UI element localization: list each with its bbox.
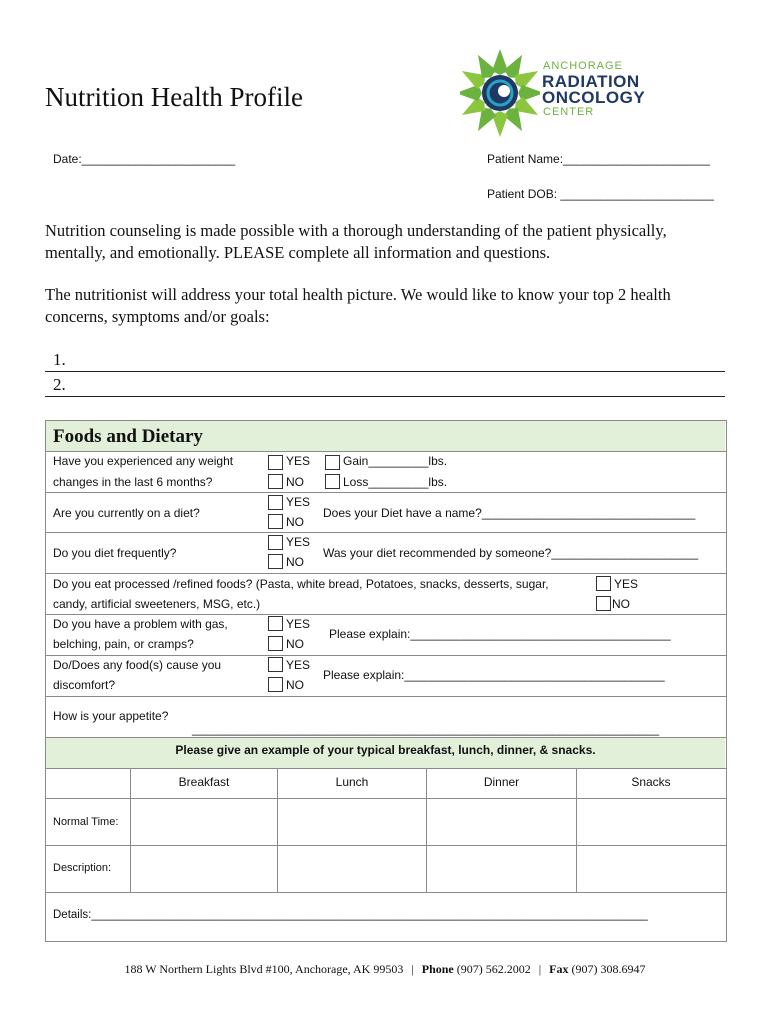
gain-field[interactable]: Gain_________lbs. bbox=[343, 454, 448, 468]
diet-name-field[interactable]: Does your Diet have a name?________________________________ bbox=[323, 506, 696, 520]
dinner-description-cell[interactable] bbox=[427, 846, 576, 892]
processed-no-checkbox[interactable] bbox=[596, 596, 611, 611]
logo bbox=[460, 46, 675, 141]
footer-address: 188 W Northern Lights Blvd #100, Anchorage, AK 99503 bbox=[124, 962, 404, 976]
processed-yes-label: YES bbox=[614, 577, 639, 591]
frequent-no-checkbox[interactable] bbox=[268, 554, 283, 569]
logo-line-radiation: RADIATION bbox=[542, 72, 640, 91]
frequent-no-label: NO bbox=[286, 555, 304, 569]
q-food-line2: discomfort? bbox=[53, 678, 116, 692]
frequent-yes-checkbox[interactable] bbox=[268, 535, 283, 550]
meal-col-dinner: Dinner bbox=[483, 775, 520, 789]
recommended-field[interactable]: Was your diet recommended by someone?______________________ bbox=[323, 546, 699, 560]
q-frequent: Do you diet frequently? bbox=[53, 546, 177, 560]
q-weight-line1: Have you experienced any weight bbox=[53, 454, 234, 468]
intro-paragraph-1: Nutrition counseling is made possible with a thorough understanding of the patient physically, mentally, and emotionally. PLEASE complete all information and questions. bbox=[45, 221, 667, 262]
loss-checkbox[interactable] bbox=[325, 474, 340, 489]
q-gas-line2: belching, pain, or cramps? bbox=[53, 637, 194, 651]
breakfast-time-cell[interactable] bbox=[131, 799, 277, 845]
gas-yes-label: YES bbox=[286, 617, 311, 631]
logo-line-anchorage: ANCHORAGE bbox=[543, 60, 623, 72]
dinner-time-cell[interactable] bbox=[427, 799, 576, 845]
food-yes-checkbox[interactable] bbox=[268, 657, 283, 672]
footer-fax: (907) 308.6947 bbox=[571, 962, 646, 976]
gas-yes-checkbox[interactable] bbox=[268, 616, 283, 631]
q-appetite: How is your appetite? bbox=[53, 709, 169, 723]
lunch-time-cell[interactable] bbox=[278, 799, 426, 845]
food-no-checkbox[interactable] bbox=[268, 677, 283, 692]
logo-line-oncology: ONCOLOGY bbox=[542, 88, 646, 107]
weight-no-checkbox[interactable] bbox=[268, 474, 283, 489]
food-no-label: NO bbox=[286, 678, 304, 692]
meals-heading: Please give an example of your typical breakfast, lunch, dinner, & snacks. bbox=[175, 743, 596, 757]
gain-checkbox[interactable] bbox=[325, 455, 340, 470]
snacks-time-cell[interactable] bbox=[577, 799, 725, 845]
gas-no-label: NO bbox=[286, 637, 304, 651]
diet-no-label: NO bbox=[286, 515, 304, 529]
date-field[interactable]: Date:_______________________ bbox=[53, 152, 236, 166]
processed-yes-checkbox[interactable] bbox=[596, 576, 611, 591]
patient-name-field[interactable]: Patient Name:______________________ bbox=[487, 152, 710, 166]
intro-paragraph-2: The nutritionist will address your total health picture. We would like to know your top 2 health concerns, symptoms and/or goals: bbox=[45, 285, 671, 326]
weight-yes-label: YES bbox=[286, 454, 311, 468]
meal-col-snacks: Snacks bbox=[631, 775, 671, 789]
processed-no-label: NO bbox=[612, 597, 630, 611]
footer bbox=[0, 962, 770, 977]
footer-sep-2: | bbox=[538, 962, 542, 976]
logo-line-center: CENTER bbox=[543, 106, 595, 118]
breakfast-description-cell[interactable] bbox=[131, 846, 277, 892]
diet-no-checkbox[interactable] bbox=[268, 514, 283, 529]
appetite-field[interactable]: ______________________________________________________________________ bbox=[192, 722, 660, 736]
details-field[interactable]: Details:_______________________________________________________________________________________ bbox=[53, 909, 648, 921]
concern-item-2[interactable]: 2. bbox=[53, 375, 66, 394]
meal-col-breakfast: Breakfast bbox=[178, 775, 230, 789]
meal-col-lunch: Lunch bbox=[335, 775, 369, 789]
weight-no-label: NO bbox=[286, 475, 304, 489]
footer-phone: (907) 562.2002 bbox=[456, 962, 531, 976]
row-normal-time: Normal Time: bbox=[53, 816, 119, 828]
loss-field[interactable]: Loss_________lbs. bbox=[343, 475, 448, 489]
q-processed-line2: candy, artificial sweeteners, MSG, etc.) bbox=[53, 597, 261, 611]
foods-heading: Foods and Dietary bbox=[53, 426, 203, 447]
lunch-description-cell[interactable] bbox=[278, 846, 426, 892]
diet-yes-checkbox[interactable] bbox=[268, 495, 283, 510]
concern-item-1[interactable]: 1. bbox=[53, 350, 66, 369]
page-title: Nutrition Health Profile bbox=[45, 82, 303, 112]
frequent-yes-label: YES bbox=[286, 535, 311, 549]
weight-yes-checkbox[interactable] bbox=[268, 455, 283, 470]
footer-fax-label: Fax bbox=[549, 962, 569, 976]
footer-sep-1: | bbox=[411, 962, 414, 976]
q-processed-line1: Do you eat processed /refined foods? (Pasta, white bread, Potatoes, snacks, desserts, sugar, bbox=[53, 577, 549, 591]
q-gas-line1: Do you have a problem with gas, bbox=[53, 617, 228, 631]
q-weight-line2: changes in the last 6 months? bbox=[53, 475, 213, 489]
concern-line-2 bbox=[45, 396, 725, 397]
logo-mark-icon bbox=[460, 46, 540, 141]
snacks-description-cell[interactable] bbox=[577, 846, 725, 892]
concern-line-1 bbox=[45, 371, 725, 372]
gas-explain-field[interactable]: Please explain:_______________________________________ bbox=[329, 627, 671, 641]
gas-no-checkbox[interactable] bbox=[268, 636, 283, 651]
footer-phone-label: Phone bbox=[421, 962, 454, 976]
row-description: Description: bbox=[53, 862, 112, 874]
q-food-line1: Do/Does any food(s) cause you bbox=[53, 658, 222, 672]
q-diet: Are you currently on a diet? bbox=[53, 506, 200, 520]
patient-dob-field[interactable]: Patient DOB: _______________________ bbox=[487, 187, 714, 201]
food-explain-field[interactable]: Please explain:_______________________________________ bbox=[323, 668, 665, 682]
food-yes-label: YES bbox=[286, 658, 311, 672]
diet-yes-label: YES bbox=[286, 495, 311, 509]
